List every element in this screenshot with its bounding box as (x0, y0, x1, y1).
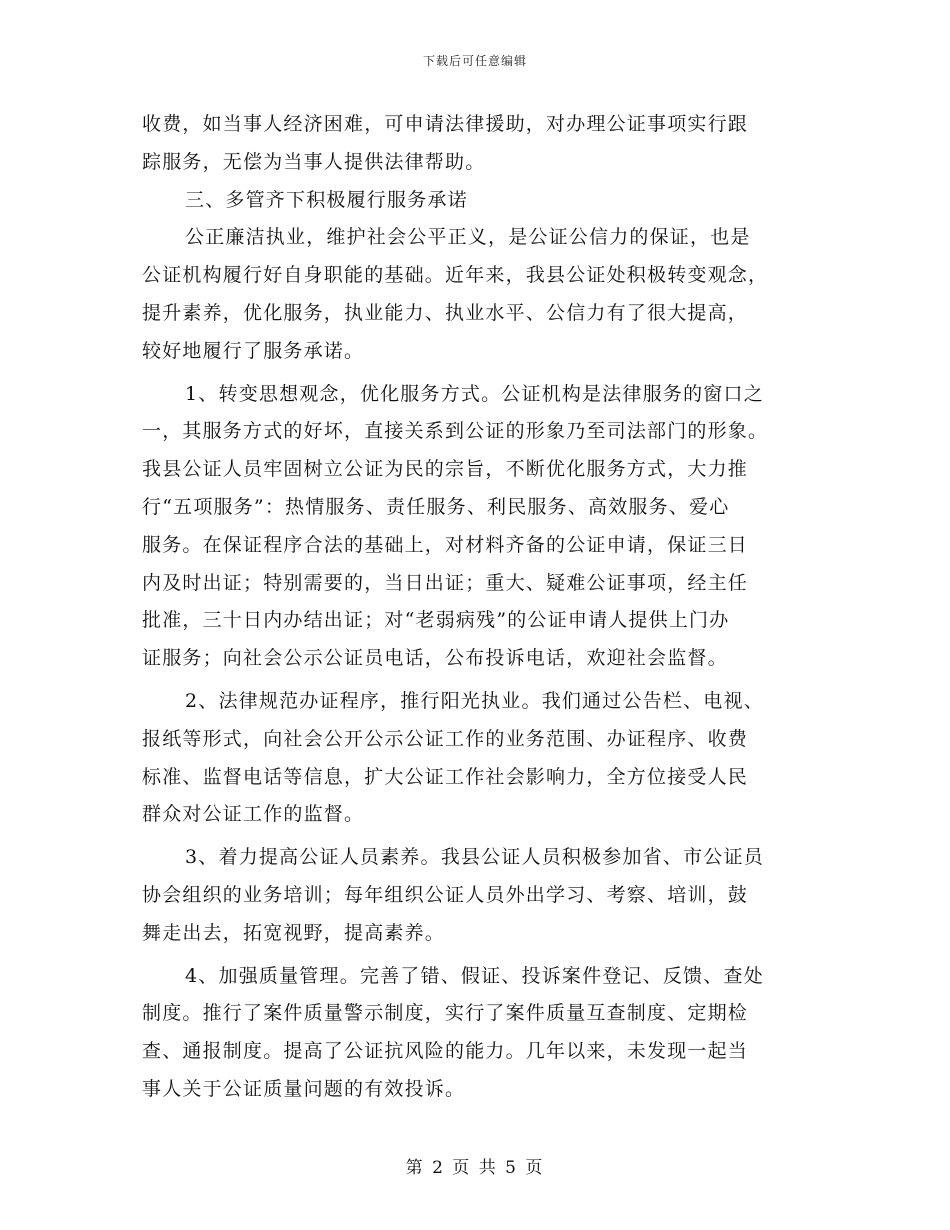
text-line: 事人关于公证质量问题的有效投诉。 (142, 1077, 466, 1100)
text-line: 服务。在保证程序合法的基础上，对材料齐备的公证申请，保证三日 (142, 533, 749, 556)
text-line: 制度。推行了案件质量警示制度，实行了案件质量互查制度、定期检 (142, 1002, 749, 1025)
text-line: 收费，如当事人经济困难，可申请法律援助，对办理公证事项实行跟 (142, 113, 749, 135)
text-line: 批准，三十日内办结出证；对“老弱病残”的公证申请人提供上门办 (142, 609, 730, 632)
page-header: 下载后可任意编辑 (422, 54, 527, 68)
paragraph-first-line: 3、着力提高公证人员素养。我县公证人员积极参加省、市公证员 (185, 846, 764, 869)
text-line: 舞走出去，拓宽视野，提高素养。 (142, 921, 446, 944)
text-line: 协会组织的业务培训；每年组织公证人员外出学习、考察、培训，鼓 (142, 883, 749, 906)
text-line: 踪服务，无偿为当事人提供法律帮助。 (142, 150, 486, 173)
text-line: 报纸等形式，向社会公开公示公证工作的业务范围、办证程序、收费 (142, 727, 749, 750)
text-line: 提升素养，优化服务，执业能力、执业水平、公信力有了很大提高， (142, 301, 749, 324)
paragraph-first-line: 1、转变思想观念，优化服务方式。公证机构是法律服务的窗口之 (185, 382, 764, 405)
paragraph-first-line: 2、法律规范办证程序，推行阳光执业。我们通过公告栏、电视、 (185, 689, 764, 712)
text-line: 我县公证人员牢固树立公证为民的宗旨，不断优化服务方式，大力推 (142, 458, 749, 481)
text-line: 标准、监督电话等信息，扩大公证工作社会影响力，全方位接受人民 (142, 765, 749, 788)
text-line: 内及时出证；特别需要的，当日出证；重大、疑难公证事项，经主任 (142, 571, 749, 594)
text-line: 查、通报制度。提高了公证抗风险的能力。几年以来，未发现一起当 (142, 1040, 749, 1063)
document-body (142, 106, 810, 1109)
page-number: 第 2 页 共 5 页 (405, 1158, 545, 1178)
text-line: 行“五项服务”：热情服务、责任服务、利民服务、高效服务、爱心 (142, 495, 730, 518)
paragraph-first-line: 公正廉洁执业，维护社会公平正义，是公证公信力的保证，也是 (185, 226, 751, 249)
paragraph-first-line: 4、加强质量管理。完善了错、假证、投诉案件登记、反馈、查处 (185, 964, 764, 987)
section-heading: 三、多管齐下积极履行服务承诺 (185, 188, 468, 211)
text-line: 群众对公证工作的监督。 (142, 803, 365, 826)
text-line: 证服务；向社会公示公证员电话，公布投诉电话，欢迎社会监督。 (142, 647, 728, 670)
text-line: 公证机构履行好自身职能的基础。近年来，我县公证处积极转变观念， (142, 264, 769, 287)
text-line: 一，其服务方式的好坏，直接关系到公证的形象乃至司法部门的形象。 (142, 420, 769, 443)
text-line: 较好地履行了服务承诺。 (142, 339, 365, 362)
